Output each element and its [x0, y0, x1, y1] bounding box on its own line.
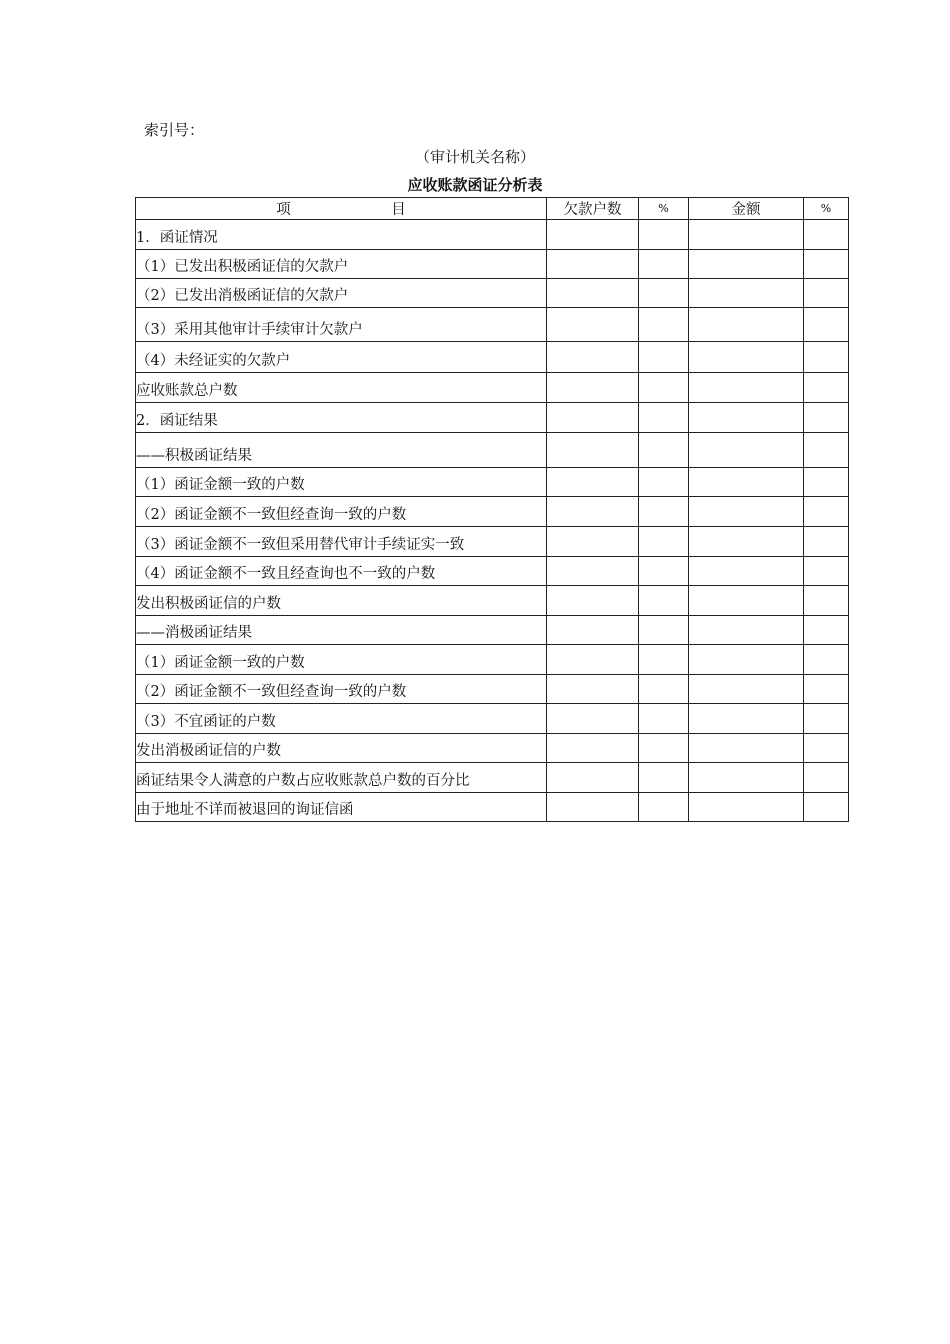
column-header-item	[136, 198, 547, 220]
row-label: 由于地址不详而被退回的询证信函	[136, 793, 547, 822]
percent-accounts-cell[interactable]	[639, 675, 689, 704]
amount-cell[interactable]	[689, 704, 804, 734]
percent-amount-cell[interactable]	[804, 497, 849, 527]
percent-amount-cell[interactable]	[804, 704, 849, 734]
percent-accounts-cell[interactable]	[639, 616, 689, 645]
percent-amount-cell[interactable]	[804, 308, 849, 342]
row-label: 函证结果令人满意的户数占应收账款总户数的百分比	[136, 763, 547, 793]
percent-amount-cell[interactable]	[804, 403, 849, 433]
percent-accounts-cell[interactable]	[639, 793, 689, 822]
index-number-label: 索引号：	[144, 121, 205, 139]
amount-cell[interactable]	[689, 793, 804, 822]
percent-amount-cell[interactable]	[804, 645, 849, 675]
percent-amount-cell[interactable]	[804, 373, 849, 403]
row-label: （3）不宜函证的户数	[136, 704, 547, 734]
table-row	[136, 557, 849, 586]
row-label: 发出消极函证信的户数	[136, 734, 547, 763]
amount-cell[interactable]	[689, 468, 804, 497]
table-row	[136, 645, 849, 675]
percent-amount-cell[interactable]	[804, 793, 849, 822]
row-label: （1）函证金额一致的户数	[136, 468, 547, 497]
percent-accounts-cell[interactable]	[639, 220, 689, 250]
row-label: （3）采用其他审计手续审计欠款户	[136, 308, 547, 342]
accounts-cell[interactable]	[547, 675, 639, 704]
percent-accounts-cell[interactable]	[639, 342, 689, 373]
table-header-row	[136, 198, 849, 220]
percent-amount-cell[interactable]	[804, 279, 849, 308]
table-row	[136, 279, 849, 308]
table-row	[136, 586, 849, 616]
audit-organization-name: （审计机关名称）	[414, 148, 535, 166]
percent-accounts-cell[interactable]	[639, 279, 689, 308]
amount-cell[interactable]	[689, 220, 804, 250]
table-row	[136, 250, 849, 279]
percent-amount-cell[interactable]	[804, 250, 849, 279]
amount-cell[interactable]	[689, 308, 804, 342]
percent-amount-cell[interactable]	[804, 675, 849, 704]
table-row	[136, 308, 849, 342]
table-row	[136, 373, 849, 403]
accounts-cell[interactable]	[547, 403, 639, 433]
table-row	[136, 793, 849, 822]
percent-amount-cell[interactable]	[804, 586, 849, 616]
column-header-percent-amount: %	[804, 198, 849, 220]
percent-amount-cell[interactable]	[804, 342, 849, 373]
row-label: （4）函证金额不一致且经查询也不一致的户数	[136, 557, 547, 586]
row-label: （1）已发出积极函证信的欠款户	[136, 250, 547, 279]
accounts-cell[interactable]	[547, 433, 639, 468]
percent-amount-cell[interactable]	[804, 527, 849, 557]
percent-amount-cell[interactable]	[804, 616, 849, 645]
row-label: （2）函证金额不一致但经查询一致的户数	[136, 497, 547, 527]
percent-accounts-cell[interactable]	[639, 586, 689, 616]
confirmation-analysis-table	[135, 197, 849, 822]
table-row	[136, 616, 849, 645]
amount-cell[interactable]	[689, 557, 804, 586]
percent-accounts-cell[interactable]	[639, 557, 689, 586]
amount-cell[interactable]	[689, 734, 804, 763]
accounts-cell[interactable]	[547, 616, 639, 645]
accounts-cell[interactable]	[547, 557, 639, 586]
row-label: （1）函证金额一致的户数	[136, 645, 547, 675]
row-label: ——积极函证结果	[136, 433, 547, 468]
row-label: （3）函证金额不一致但采用替代审计手续证实一致	[136, 527, 547, 557]
accounts-cell[interactable]	[547, 220, 639, 250]
column-header-item-char2: 目	[391, 202, 406, 218]
accounts-cell[interactable]	[547, 734, 639, 763]
amount-cell[interactable]	[689, 645, 804, 675]
amount-cell[interactable]	[689, 616, 804, 645]
column-header-percent-accounts: %	[639, 198, 689, 220]
percent-accounts-cell[interactable]	[639, 704, 689, 734]
percent-amount-cell[interactable]	[804, 433, 849, 468]
accounts-cell[interactable]	[547, 763, 639, 793]
amount-cell[interactable]	[689, 279, 804, 308]
accounts-cell[interactable]	[547, 468, 639, 497]
row-label: （2）函证金额不一致但经查询一致的户数	[136, 675, 547, 704]
percent-amount-cell[interactable]	[804, 468, 849, 497]
column-header-accounts: 欠款户数	[547, 198, 639, 220]
row-label: ——消极函证结果	[136, 616, 547, 645]
percent-accounts-cell[interactable]	[639, 468, 689, 497]
table-body	[136, 220, 849, 822]
document-title: 应收账款函证分析表	[407, 176, 543, 194]
accounts-cell[interactable]	[547, 497, 639, 527]
row-label: 2．函证结果	[136, 403, 547, 433]
percent-amount-cell[interactable]	[804, 763, 849, 793]
percent-accounts-cell[interactable]	[639, 527, 689, 557]
percent-accounts-cell[interactable]	[639, 645, 689, 675]
amount-cell[interactable]	[689, 342, 804, 373]
accounts-cell[interactable]	[547, 527, 639, 557]
amount-cell[interactable]	[689, 250, 804, 279]
amount-cell[interactable]	[689, 433, 804, 468]
accounts-cell[interactable]	[547, 645, 639, 675]
table-row	[136, 468, 849, 497]
amount-cell[interactable]	[689, 373, 804, 403]
accounts-cell[interactable]	[547, 586, 639, 616]
amount-cell[interactable]	[689, 586, 804, 616]
percent-amount-cell[interactable]	[804, 734, 849, 763]
percent-accounts-cell[interactable]	[639, 308, 689, 342]
table-row	[136, 527, 849, 557]
accounts-cell[interactable]	[547, 342, 639, 373]
table-row	[136, 220, 849, 250]
amount-cell[interactable]	[689, 403, 804, 433]
percent-accounts-cell[interactable]	[639, 763, 689, 793]
percent-accounts-cell[interactable]	[639, 497, 689, 527]
percent-amount-cell[interactable]	[804, 220, 849, 250]
percent-accounts-cell[interactable]	[639, 373, 689, 403]
percent-amount-cell[interactable]	[804, 557, 849, 586]
percent-accounts-cell[interactable]	[639, 250, 689, 279]
accounts-cell[interactable]	[547, 373, 639, 403]
percent-accounts-cell[interactable]	[639, 403, 689, 433]
row-label: （2）已发出消极函证信的欠款户	[136, 279, 547, 308]
percent-accounts-cell[interactable]	[639, 433, 689, 468]
table-row	[136, 675, 849, 704]
accounts-cell[interactable]	[547, 279, 639, 308]
amount-cell[interactable]	[689, 527, 804, 557]
accounts-cell[interactable]	[547, 250, 639, 279]
table-row	[136, 497, 849, 527]
row-label: （4）未经证实的欠款户	[136, 342, 547, 373]
accounts-cell[interactable]	[547, 308, 639, 342]
table-row	[136, 734, 849, 763]
table-row	[136, 403, 849, 433]
table-row	[136, 704, 849, 734]
table-row	[136, 433, 849, 468]
column-header-amount: 金额	[689, 198, 804, 220]
percent-accounts-cell[interactable]	[639, 734, 689, 763]
column-header-item-char1: 项	[276, 202, 291, 218]
accounts-cell[interactable]	[547, 793, 639, 822]
row-label: 应收账款总户数	[136, 373, 547, 403]
row-label: 1．函证情况	[136, 220, 547, 250]
amount-cell[interactable]	[689, 763, 804, 793]
amount-cell[interactable]	[689, 675, 804, 704]
table-row	[136, 763, 849, 793]
table-row	[136, 342, 849, 373]
amount-cell[interactable]	[689, 497, 804, 527]
accounts-cell[interactable]	[547, 704, 639, 734]
row-label: 发出积极函证信的户数	[136, 586, 547, 616]
